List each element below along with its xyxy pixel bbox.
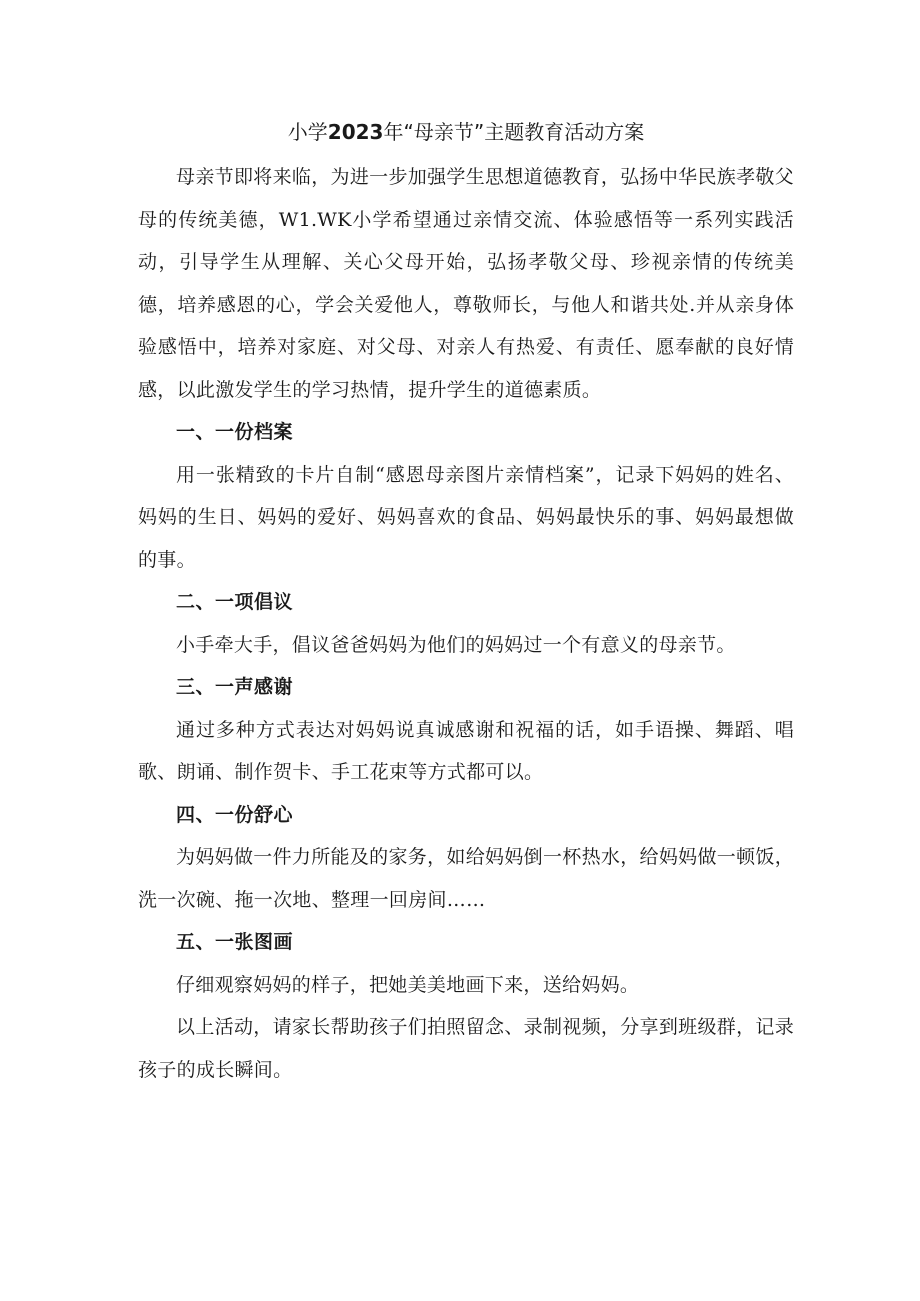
title-year: 2023 <box>327 120 384 144</box>
section-heading-4: 四、一份舒心 <box>176 803 294 826</box>
section-body-5: 仔细观察妈妈的样子，把她美美地画下来，送给妈妈。 <box>176 973 640 996</box>
document-title <box>138 112 794 152</box>
section-heading-2: 二、一项倡议 <box>176 591 294 613</box>
title-suffix: 年“母亲节”主题教育活动方案 <box>383 120 645 144</box>
closing-paragraph: 以上活动，请家长帮助孩子们拍照留念、录制视频，分享到班级群，记录孩子的成长瞬间。 <box>138 1016 794 1081</box>
document-page <box>138 112 794 1091</box>
section-body-4: 为妈妈做一件力所能及的家务，如给妈妈倒一杯热水，给妈妈做一顿饭，洗一次碗、拖一次地、整理一回房间…… <box>138 846 794 911</box>
section-heading-3: 三、一声感谢 <box>176 676 294 698</box>
section-body-2: 小手牵大手，倡议爸爸妈妈为他们的妈妈过一个有意义的母亲节。 <box>176 633 736 656</box>
section-heading-5: 五、一张图画 <box>176 931 294 953</box>
intro-paragraph: 母亲节即将来临，为进一步加强学生思想道德教育，弘扬中华民族孝敬父母的传统美德，W1.WK小学希望通过亲情交流、体验感悟等一系列实践活动，引导学生从理解、关心父母开始，弘扬孝敬父母、珍视亲情的传统美德，培养感恩的心，学会关爱他人，尊敬师长，与他人和谐共处.并从亲身体验感悟中，培养对家庭、对父母、对亲人有热爱、有责任、愿奉献的良好情感，以此激发学生的学习热情，提升学生的道德素质。 <box>138 166 794 401</box>
title-prefix: 小学 <box>287 120 328 144</box>
section-heading-1: 一、一份档案 <box>176 421 294 443</box>
section-body-1: 用一张精致的卡片自制“感恩母亲图片亲情档案”，记录下妈妈的姓名、妈妈的生日、妈妈的爱好、妈妈喜欢的食品、妈妈最快乐的事、妈妈最想做的事。 <box>138 463 794 571</box>
section-body-3: 通过多种方式表达对妈妈说真诚感谢和祝福的话，如手语操、舞蹈、唱歌、朗诵、制作贺卡、手工花束等方式都可以。 <box>138 718 794 783</box>
